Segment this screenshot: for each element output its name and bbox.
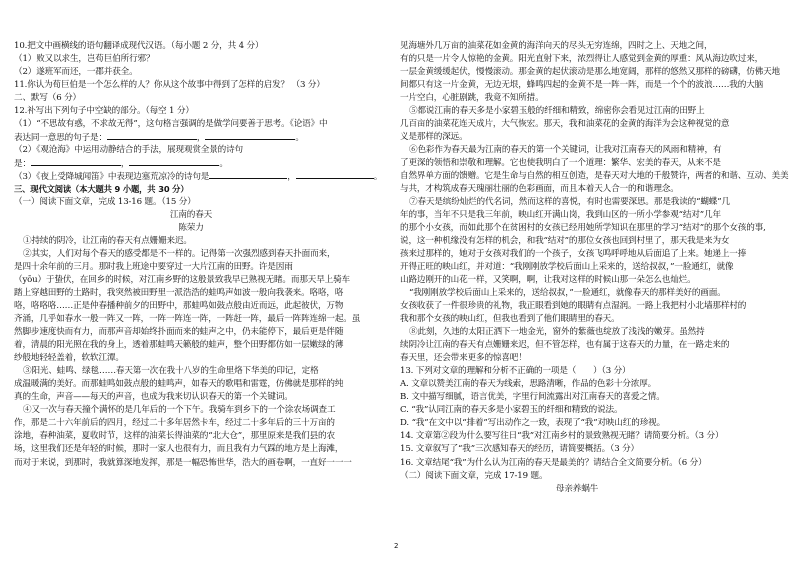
paragraph-8-line: 春天里，还会带来更多的惊喜吧！: [400, 353, 527, 364]
paragraph-7b-line: “我刚刚放学校后面山上采来的，送给叔叔，”一脸通红，就像春天的那样美好的画面。: [409, 288, 726, 299]
paragraph-7-line: 孩来过那样的，她对于女孩对我们的一个孩子，女孩飞鸣呼呼地从后面追了上来。她递上一捧: [400, 249, 747, 260]
paragraph-7-line: 开得正旺的映山红，并对道：“我刚刚放学校后面山上采来的，送给叔叔，”一脸通红，就像: [400, 262, 734, 273]
paragraph-8-line: ⑧此刻，久违的太阳正洒下一地金光，窗外的紫薇也绽放了浅浅的嫩芽。虽然持: [409, 327, 705, 338]
paragraph-7-line: 说，这一种机缘没有怎样的机会，和我“结对”的那位女孩也回到村里了，那天我是来为女: [400, 236, 730, 247]
paragraph-4-cont-line: 见海塘外几万亩的油菜花如金黄的海洋向天的尽头无穷连绵，四时之上、天地之间，: [400, 41, 713, 51]
paragraph-7b-line: 女孩收获了一件很珍贵的礼物，我正眼看到她的眼睛有点湿润。一路上我把村小北墙那样村的: [400, 301, 747, 312]
question-12-2: （2）《观沧海》中运用动静结合的手法，展现观赏全景的诗句: [14, 145, 244, 156]
page-number: 2: [394, 542, 399, 550]
question-12-1: （1）“不思故有惑，不求故无得”，这句格言强调的是做学问要善于思考。《论语》中: [14, 119, 328, 130]
question-12-1-answer: 表达同一意思的句子是： ， 。: [14, 133, 304, 144]
paragraph-5-line: ⑤都说江南的春天多是小家碧玉般的纤细和精致，绵密你会看见过江南的田野上: [409, 106, 705, 117]
paragraph-5-line: 几百亩的油菜花连天成片，大气恢宏。那天，我和油菜花的金黄的海洋为会这种视觉的意: [400, 119, 730, 130]
question-13: 13. 下列对文章的理解和分析不正确的一项是（ ）（3 分）: [400, 366, 631, 377]
paragraph-2-line: 然脚步速度快而有力，而那声音却始终扑面而来的蛙声之中，仍未能停下，最后更是伴随: [14, 327, 344, 338]
paragraph-4-line: 涂地，春种油菜，夏收时节，这样的油菜长得油菜的“北大仓”，那里原来是我们县的农: [14, 431, 335, 442]
question-12-2-answer: 是： ， 。: [14, 159, 228, 170]
paragraph-2-line: 咯，咯咯咯……正是仲春播种前夕的田野中，那蛙鸣如鼓点般由近而远，此起彼伏，万物: [14, 301, 344, 312]
paragraph-4-cont-line: 一片空白，心脏剧跳，我竟不知所措。: [400, 93, 544, 104]
right-column: [400, 40, 789, 496]
question-15: 15. 文章叙写了“我”三次感知春天的经历，请简要概括。（3 分）: [400, 444, 639, 455]
paragraph-2-line: 着，清晨的阳光照在我的身上，透着那蛙鸣天籁般的蛙声，整个田野都仿如一层嫩绿的薄: [14, 340, 344, 351]
question-13-option-b: B. 文中描写细腻，语言优美，字里行间流露出对江南春天的喜爱之情。: [400, 392, 665, 403]
paragraph-7-line: 年的事，当年不只是我三年前，映山红开满山岗，我到山区的一所小学参观“结对”几年: [400, 210, 721, 221]
paragraph-8-line: 续阴冷让江南的春天有点姗姗来迟，但不管怎样，也有属于这春天的力量，在一路走来的: [400, 340, 730, 351]
paragraph-2-line: ②其实，人们对每个春天的感受都是不一样的。记得第一次强烈感到春天扑面而来，: [23, 249, 336, 260]
reading-2-intro: （二）阅读下面文章，完成 17-19 题。: [400, 470, 548, 481]
left-column: [14, 40, 383, 470]
question-11: 11.你认为荀巨伯是一个怎么样的人？你从这个故事中得到了怎样的启发？ （3 分）: [14, 80, 325, 91]
answer-blank[interactable]: [296, 170, 374, 179]
paragraph-3-line: 成温暖满的美好。而那蛙鸣如鼓点般的蛙鸣声，如春天的歌唱和雷霆，仿佛就是那样的纯: [14, 379, 344, 390]
question-13-option-d: D. “我”在文中以“排着”写出动作之一致，表现了“我”对映山红的珍视。: [400, 418, 666, 429]
paragraph-4-cont-line: 一层金黄缓缓起伏，慢慢滚动。那金黄的起伏滚动是那么地宽阔，那样的悠然又那样的磅礴，仿佛天地: [400, 67, 780, 78]
paragraph-3-line: ③阳光、蛙鸣、绿毯……春天第一次在我十八岁的生命里烙下华美的印记，定格: [23, 366, 319, 377]
paragraph-7-line: ⑦春天是缤纷灿烂的代名词，然而这样的喜悦，有时也需要深思。那是我读的“蝴蝶”几: [409, 197, 730, 208]
paragraph-4-line: 场，这里我们还是年轻的时候，那时一家人也很有力，而且我有力气踩的地方是上海滩，: [14, 444, 344, 455]
paragraph-7-line: 的那个小女孩，而如此那个在贫困村的女孩已经用她所学知识在那里的学习“结对”的那个女孩的事,: [400, 223, 766, 234]
paragraph-4-cont-line: 有的只是一片令人惊艳的金黄。阳光直射下来，浓烈得让人感觉到金黄的厚重：风从海边吹过来，: [400, 54, 764, 65]
question-10-2: （2）遂班军而还，一郡并获全。: [14, 67, 138, 78]
paragraph-4-line: ④又一次与春天撞个满怀的是几年后的一个下午。我骑车到乡下的一个涂农场调查工: [23, 405, 336, 416]
paragraph-4-cont-line: 间都只有这一片金黄，无边无垠，蜂鸣四起的金黄不是一阵一阵，而是一个个的波浪……我的大脑: [400, 80, 764, 91]
paragraph-6-line: 了更深的领悟和崇敬和理解。它也使我明白了一个道理：繁华、宏美的春天，从来不是: [400, 158, 721, 169]
answer-blank[interactable]: [107, 131, 197, 140]
paragraph-4-line: 而对于来说，到那时，我就算深地发挥，那是一幅恐怖世华，浩大的画卷啊，一直好一一一: [14, 457, 352, 468]
paragraph-4-line: 作，那是二十六年前后的四月，经过二十多年居然卡车，经过二十多年后的三十万亩的: [14, 418, 335, 429]
answer-blank[interactable]: [209, 170, 287, 179]
paragraph-2-line: （yōu）于蛰伏，在回乡的时候，对江南乡野的这般景致我早已熟视无睹。而那天早上骑车: [14, 275, 350, 286]
answer-blank[interactable]: [205, 131, 295, 140]
article-2-title: 母亲养蜗牛: [555, 483, 599, 494]
paragraph-6-line: 自然界单方面的馈赠。它是生命与自然的相互创造，是春天对大地的千般赞许，两者的和谐、互动、美美: [400, 171, 789, 182]
article-title: 江南的春天: [169, 210, 213, 221]
question-12: 12.补写出下列句子中空缺的部分。（每空 1 分）: [14, 106, 194, 117]
paragraph-6-line: ⑥色彩作为春天最为江南的春天的第一个关键词，让我对江南春天的风雨和精神，有: [409, 145, 722, 156]
paragraph-1: ①持续的阴冷，让江南的春天有点姗姗来迟。: [23, 236, 192, 247]
question-16: 16. 文章结尾“我”为什么认为江南的春天是最美的？请结合全文简要分析。（6 分）: [400, 457, 707, 468]
answer-blank[interactable]: [129, 157, 219, 166]
reading-1-intro: （一）阅读下面文章，完成 13-16 题。（15 分）: [14, 197, 196, 208]
section-3-title: 三、现代文阅读（本大题共 9 小题，共 30 分）: [14, 184, 189, 195]
paragraph-3-line: 真的生命，声音——每天的声音，也成为我来切认识春天的第一个关键词。: [14, 392, 293, 403]
paragraph-2-line: 是四十余年前的三月。那时我上班途中要穿过一大片江南的田野。许是因雨: [14, 262, 293, 273]
section-2-title: 二、默写（6 分）: [14, 93, 82, 104]
paragraph-2-line: 纱般地轻轻盖着，软软江潭。: [14, 353, 124, 364]
paragraph-7-line: 山路边刚开的山花一样，又笑啊，啊，让我对这样的时候山那一朵怎么也灿烂。: [400, 275, 696, 286]
paragraph-2-line: 齐涌，几乎如春水一般一阵又一阵，一阵一阵连一阵，一阵赶一阵，最后一阵阵连绵一起。虽: [14, 314, 361, 325]
paragraph-2-line: 踏上穿越田野的土路时，我突然被田野里一派浩浩的蛙鸣声如波一般向我袭来。咯咯，咯: [14, 288, 344, 299]
answer-blank[interactable]: [31, 157, 121, 166]
paragraph-5-line: 义是那样的深远。: [400, 132, 468, 143]
paragraph-6-line: 与共，才构筑成春天瑰丽壮丽的色彩画面，而且本着天人合一的和谐理念。: [400, 184, 679, 195]
question-10: 10.把文中画横线的语句翻译成现代汉语。（每小题 2 分，共 4 分）: [14, 41, 264, 51]
article-author: 陈荣力: [178, 223, 204, 234]
question-14: 14. 文章第②段为什么要写往日“我”对江南乡村的景致熟视无睹？请简要分析。（3 分）: [400, 431, 724, 442]
question-13-option-c: C. “我”认同江南的春天多是小家碧玉的纤细和精致的说法。: [400, 405, 623, 416]
question-13-option-a: A. 文章以赞美江南的春天为线索，思路清晰，作品的色彩十分浓厚。: [400, 379, 657, 390]
paragraph-7b-line: 我和那个女孩的映山红，但我也看到了他们眼睛里的春天。: [400, 314, 620, 325]
question-10-1: （1）败又以求生，岂苟巨伯所行邪？: [14, 54, 155, 65]
question-12-3: （3）《夜上受降城闻笛》中表现边塞荒凉冷的诗句是 ， 。: [14, 172, 383, 183]
